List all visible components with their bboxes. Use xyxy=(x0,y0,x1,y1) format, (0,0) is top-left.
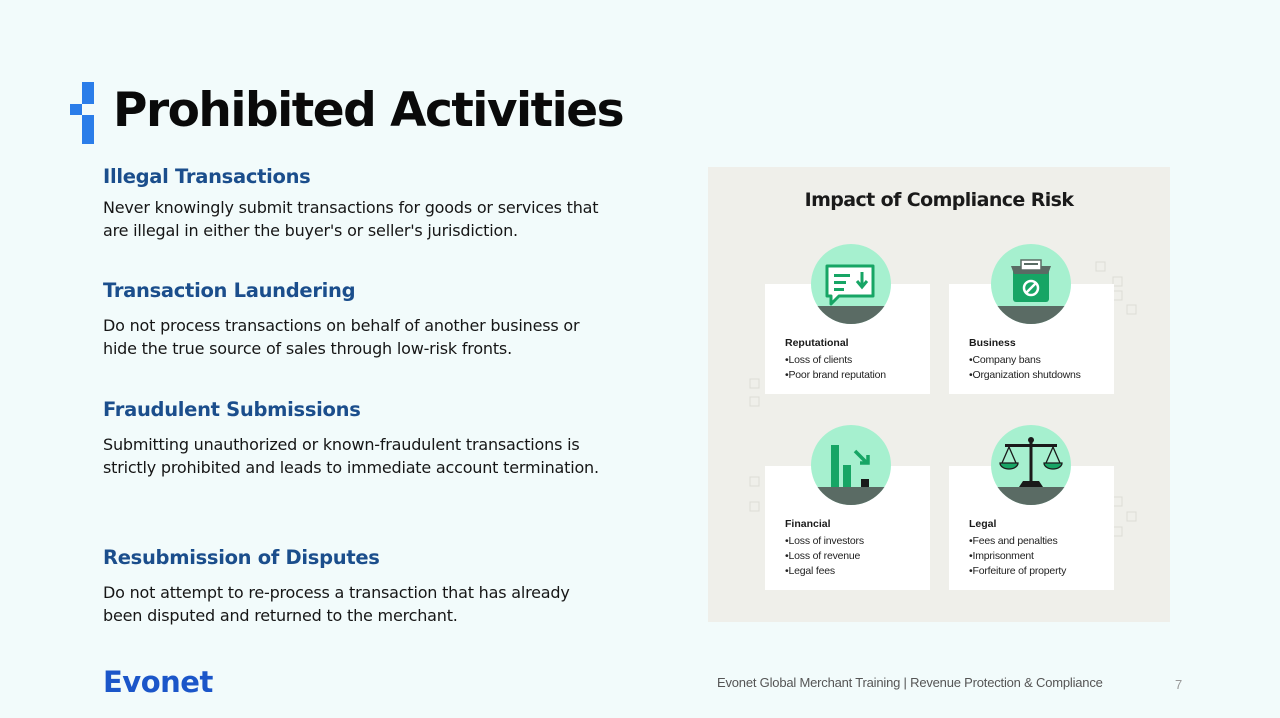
list-item: • Organization shutdowns xyxy=(969,368,1081,383)
list-item: • Forfeiture of property xyxy=(969,564,1066,579)
risk-card-list xyxy=(785,353,886,383)
risk-card-list xyxy=(969,353,1081,383)
section-body: Never knowingly submit transactions for goods or services that are illegal in either the buyer's or seller's jurisdiction. xyxy=(103,198,599,240)
section-heading: Resubmission of Disputes xyxy=(103,546,380,569)
section-heading: Illegal Transactions xyxy=(103,165,311,188)
section-heading: Transaction Laundering xyxy=(103,279,356,302)
section-body: Do not attempt to re-process a transaction that has already been disputed and returned to the merchant. xyxy=(103,583,570,625)
list-item: • Loss of investors xyxy=(785,534,864,549)
list-item: • Poor brand reputation xyxy=(785,368,886,383)
page-number: 7 xyxy=(1175,677,1183,692)
risk-card-label: Legal xyxy=(969,518,997,530)
title-accent-icon xyxy=(70,82,96,144)
list-item: • Loss of revenue xyxy=(785,549,864,564)
risk-card-label: Business xyxy=(969,337,1016,349)
footer-text: Evonet Global Merchant Training | Revenue Protection & Compliance xyxy=(717,675,1103,690)
section-body: Do not process transactions on behalf of another business or hide the true source of sales through low-risk fronts. xyxy=(103,316,580,358)
list-item: • Imprisonment xyxy=(969,549,1066,564)
section-heading: Fraudulent Submissions xyxy=(103,398,361,421)
list-item: • Fees and penalties xyxy=(969,534,1066,549)
compliance-risk-figure xyxy=(708,167,1170,622)
section-fraudulent-submissions xyxy=(103,398,623,479)
scales-icon xyxy=(991,425,1071,505)
risk-card-label: Reputational xyxy=(785,337,849,349)
section-illegal-transactions xyxy=(103,165,623,242)
list-item: • Legal fees xyxy=(785,564,864,579)
page-title: Prohibited Activities xyxy=(113,83,624,138)
list-item: • Loss of clients xyxy=(785,353,886,368)
ban-store-icon xyxy=(991,244,1071,324)
section-body: Submitting unauthorized or known-fraudulent transactions is strictly prohibited and leads to immediate account termination. xyxy=(103,435,599,477)
list-item: • Company bans xyxy=(969,353,1081,368)
declining-chart-icon xyxy=(811,425,891,505)
risk-card-label: Financial xyxy=(785,518,831,530)
risk-card-list xyxy=(785,534,864,579)
section-transaction-laundering xyxy=(103,279,623,360)
evonet-logo: Evonet xyxy=(103,665,213,699)
figure-title: Impact of Compliance Risk xyxy=(804,189,1074,211)
section-resubmission-of-disputes xyxy=(103,546,623,627)
message-icon xyxy=(811,244,891,324)
risk-card-list xyxy=(969,534,1066,579)
